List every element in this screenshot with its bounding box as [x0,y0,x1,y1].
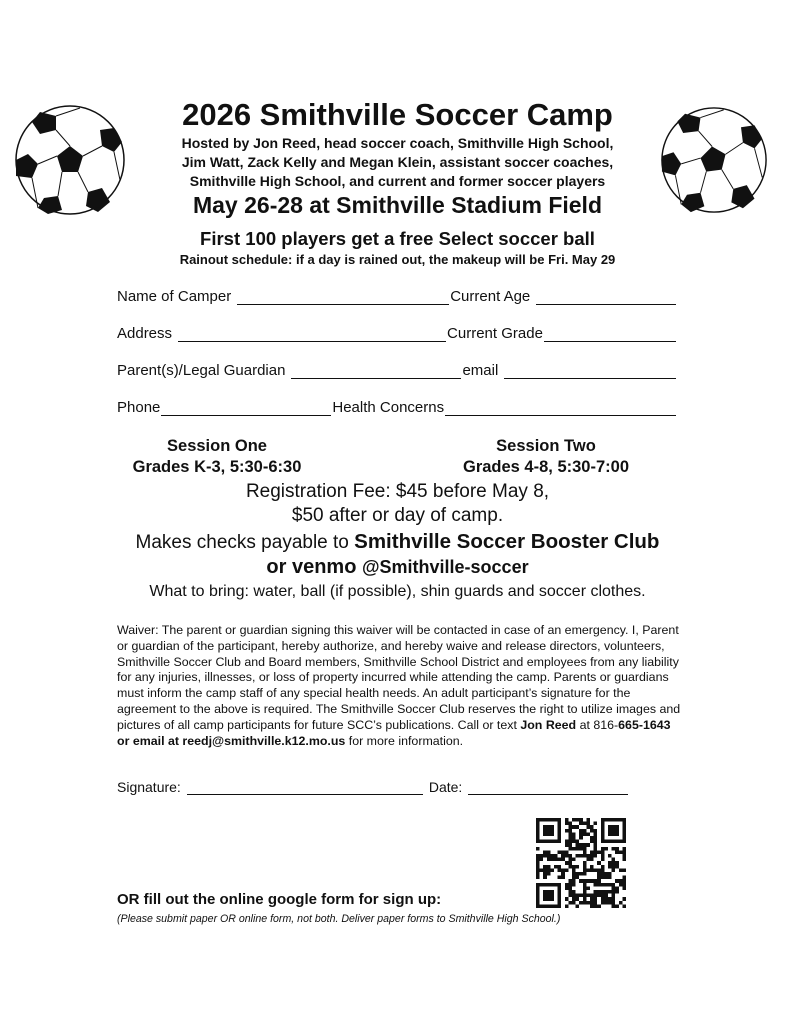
form-row-phone [117,399,677,416]
session-two-detail: Grades 4-8, 5:30-7:00 [462,458,629,476]
camp-dates: May 26-28 at Smithville Stadium Field [192,192,602,218]
waiver-text: Waiver: The parent or guardian signing this waiver will be contacted in case of an emergency. I, Parent or guardian of the participant, hereby authorize, and hereby waive and release directors, volunteers, Smithville Soccer Club and Board members, Smithville School District and employees from any liability for any injuries, illnesses, or loss of property incurred while attending the camp. Parents or guardians must inform the camp staff of any special health needs. An adult participant’s signature for the agreement to the above is required. The Smithville Soccer Club reserves the right to utilize images and pictures of all camp participants for future SCC’s publications. Call or text [117,623,681,732]
form-row-parent [117,362,677,379]
date-label: Date: [428,779,463,795]
payment-checks [0,530,795,554]
page-title: 2026 Smithville Soccer Camp [182,97,613,132]
online-form-cta: OR fill out the online google form for sign up: [117,891,442,908]
venmo-handle: @Smithville-soccer [361,557,529,577]
payment-venmo [0,556,795,579]
waiver-tail: for more information. [345,733,464,748]
contact-at: at 816- [576,717,619,732]
name-of-camper-field[interactable] [237,290,449,305]
current-age-field[interactable] [536,290,676,305]
address-label: Address [117,325,173,342]
current-grade-label: Current Grade [447,325,543,342]
current-grade-field[interactable] [544,327,676,342]
date-field[interactable] [468,780,628,795]
fee-line-1: Registration Fee: $45 before May 8, [245,481,550,502]
email-label: email [462,362,499,379]
submission-note: (Please submit paper OR online form, not both. Deliver paper forms to Smithville High School.) [117,913,561,925]
email-field[interactable] [504,364,676,379]
signature-label: Signature: [117,779,181,795]
address-field[interactable] [178,327,446,342]
rainout-notice: Rainout schedule: if a day is rained out, the makeup will be Fri. May 29 [179,252,616,267]
parent-label: Parent(s)/Legal Guardian [117,362,286,379]
name-of-camper-label: Name of Camper [117,288,232,305]
hosted-line-1: Hosted by Jon Reed, head soccer coach, Smithville High School, [181,135,614,151]
phone-field[interactable] [161,401,331,416]
session-one-title: Session One [167,437,267,455]
fee-line-2: $50 after or day of camp. [291,505,504,526]
qr-code-icon[interactable] [536,818,626,908]
payment-prefix: Makes checks payable to [135,532,355,553]
booster-club-name: Smithville Soccer Booster Club [354,530,660,553]
form-row-camper [117,288,677,305]
form-row-address [117,325,677,342]
session-one-detail: Grades K-3, 5:30-6:30 [132,458,302,476]
hosted-line-3: Smithville High School, and current and former soccer players [189,173,606,189]
signature-field[interactable] [187,780,423,795]
what-to-bring: What to bring: water, ball (if possible), shin guards and soccer clothes. [149,583,646,600]
contact-details: 665-1643 or email at reedj@smithville.k12.mo.us [117,717,671,748]
hosted-line-2: Jim Watt, Zack Kelly and Megan Klein, assistant soccer coaches, [181,154,614,170]
venmo-prefix: or venmo [266,556,362,578]
session-two-title: Session Two [496,437,596,455]
contact-name: Jon Reed [520,717,577,732]
health-concerns-label: Health Concerns [332,399,445,416]
signature-row [117,779,637,795]
health-concerns-field[interactable] [445,401,676,416]
current-age-label: Current Age [450,288,531,305]
free-ball-notice: First 100 players get a free Select soccer ball [200,228,595,249]
waiver-paragraph [117,623,683,749]
phone-label: Phone [117,399,161,416]
parent-field[interactable] [291,364,461,379]
